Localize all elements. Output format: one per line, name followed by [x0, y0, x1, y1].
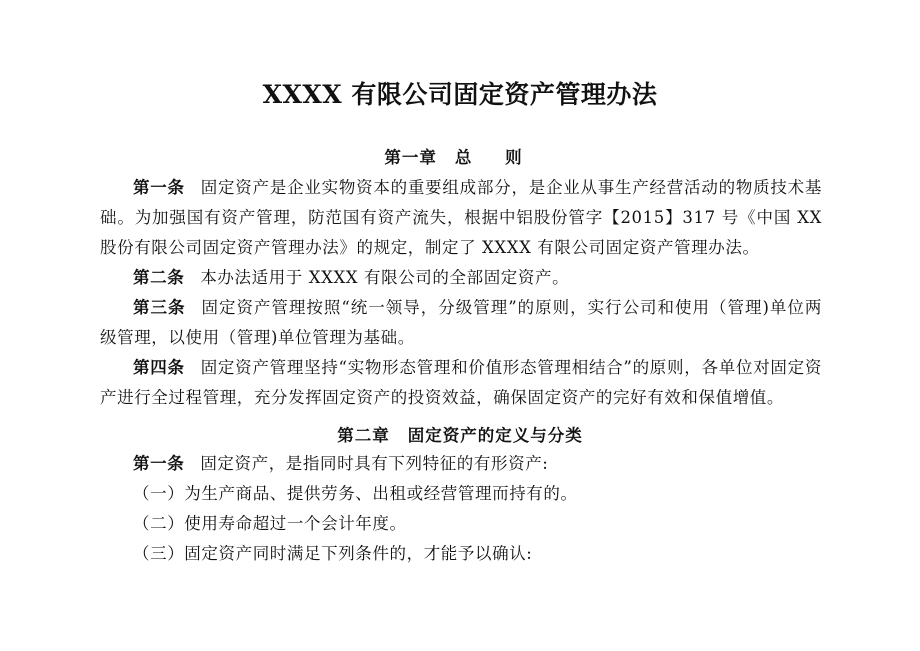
article-label: 第一条 [133, 454, 185, 473]
article-label: 第一条 [133, 178, 185, 197]
chapter-1-name: 总 则 [454, 148, 536, 167]
article-label: 第四条 [133, 358, 185, 377]
chapter-1-article-3 [100, 293, 822, 353]
document-title: XXXX 有限公司固定资产管理办法 [262, 80, 658, 109]
article-text: 固定资产管理按照“统一领导，分级管理”的原则，实行公司和使用（管理)单位两级管理，以使用（管理)单位管理为基础。 [100, 298, 822, 347]
article-label: 第二条 [133, 268, 185, 287]
chapter-1-article-2 [100, 263, 822, 293]
article-text: 固定资产，是指同时具有下列特征的有形资产: [200, 454, 549, 473]
chapter-2-article-1 [100, 449, 822, 479]
list-item: （三）固定资产同时满足下列条件的，才能予以确认: [133, 544, 533, 563]
chapter-2-number: 第二章 [337, 426, 390, 445]
article-label: 第三条 [133, 298, 186, 317]
list-item: （二）使用寿命超过一个会计年度。 [133, 514, 407, 533]
list-item: （一）为生产商品、提供劳务、出租或经营管理而持有的。 [133, 484, 578, 503]
article-text: 固定资产是企业实物资本的重要组成部分，是企业从事生产经营活动的物质技术基础。为加强国有资产管理，防范国有资产流失，根据中铝股份管字【2015】317 号《中国 XX 股份有限公司固定资产管理办法》的规定，制定了 XXXX 有限公司固定资产管理办法。 [100, 178, 822, 257]
chapter-2-heading [0, 424, 920, 448]
article-text: 本办法适用于 XXXX 有限公司的全部固定资产。 [200, 268, 570, 287]
chapter-1-article-4 [100, 353, 822, 413]
chapter-1-number: 第一章 [384, 148, 437, 167]
chapter-2-name: 固定资产的定义与分类 [407, 426, 583, 445]
chapter-1-heading [0, 146, 920, 170]
chapter-1-article-1 [100, 173, 822, 263]
article-text: 固定资产管理坚持“实物形态管理和价值形态管理相结合”的原则，各单位对固定资产进行全过程管理，充分发挥固定资产的投资效益，确保固定资产的完好有效和保值增值。 [100, 358, 822, 407]
